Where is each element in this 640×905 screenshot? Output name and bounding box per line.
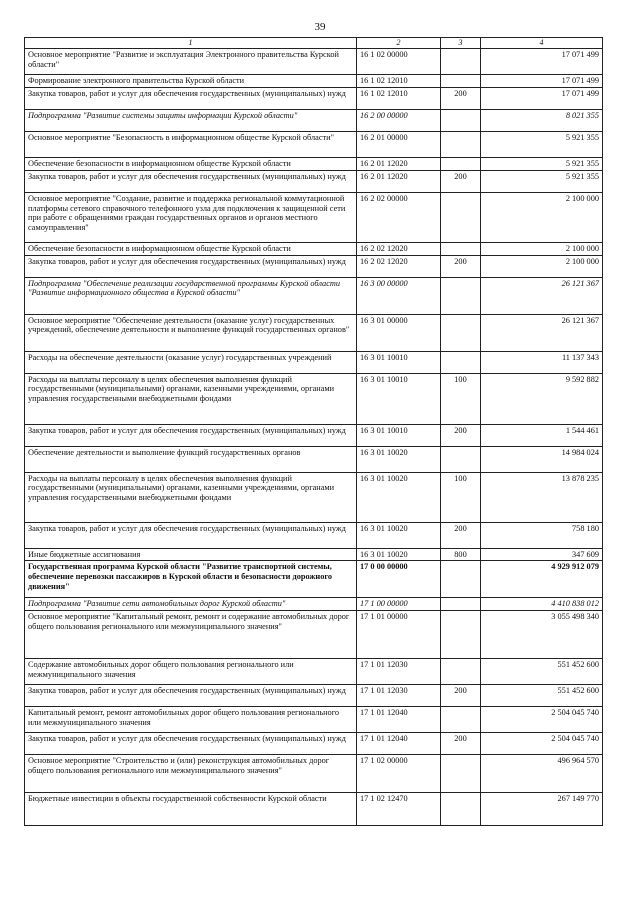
row-expense-type-cell (441, 109, 481, 131)
row-amount-cell: 1 544 461 (481, 424, 603, 446)
row-amount-cell: 551 452 600 (481, 659, 603, 685)
row-amount-cell: 3 055 498 340 (481, 611, 603, 659)
row-name-cell: Содержание автомобильных дорог общего пользования регионального или межмуниципального значения (25, 659, 357, 685)
row-amount-cell: 5 921 355 (481, 157, 603, 170)
row-expense-type-cell (441, 314, 481, 351)
row-expense-type-cell: 200 (441, 87, 481, 109)
table-row (25, 87, 603, 109)
row-expense-type-cell (441, 351, 481, 373)
row-name-cell: Закупка товаров, работ и услуг для обеспечения государственных (муниципальных) нужд (25, 733, 357, 755)
row-expense-type-cell: 800 (441, 548, 481, 561)
row-amount-cell: 2 504 045 740 (481, 707, 603, 733)
table-row (25, 255, 603, 277)
row-amount-cell: 2 100 000 (481, 255, 603, 277)
row-code-cell: 17 1 01 12030 (357, 685, 441, 707)
row-name-cell: Расходы на обеспечение деятельности (оказание услуг) государственных учреждений (25, 351, 357, 373)
budget-table (24, 37, 603, 826)
table-row (25, 611, 603, 659)
row-amount-cell: 4 410 838 012 (481, 598, 603, 611)
row-name-cell: Основное мероприятие "Создание, развитие и поддержка региональной коммутационной платформы сетевого справочного телефонного узла для подключения к защищенной сети при работе с обращениями граждан государственных органов и органов местного самоуправления" (25, 192, 357, 242)
table-row (25, 561, 603, 598)
row-expense-type-cell: 100 (441, 373, 481, 424)
row-amount-cell: 26 121 367 (481, 314, 603, 351)
row-expense-type-cell (441, 755, 481, 793)
table-row (25, 157, 603, 170)
table-row (25, 522, 603, 548)
table-row (25, 131, 603, 157)
row-code-cell: 17 1 01 12040 (357, 733, 441, 755)
table-row (25, 242, 603, 255)
row-amount-cell: 347 609 (481, 548, 603, 561)
row-amount-cell: 2 100 000 (481, 192, 603, 242)
column-number: 1 (25, 38, 357, 49)
row-code-cell: 16 3 01 10020 (357, 446, 441, 472)
row-name-cell: Обеспечение безопасности в информационном обществе Курской области (25, 242, 357, 255)
table-row (25, 74, 603, 87)
row-expense-type-cell (441, 598, 481, 611)
row-expense-type-cell: 200 (441, 170, 481, 192)
row-code-cell: 16 3 01 00000 (357, 314, 441, 351)
row-expense-type-cell (441, 561, 481, 598)
row-amount-cell: 551 452 600 (481, 685, 603, 707)
row-name-cell: Основное мероприятие "Обеспечение деятельности (оказание услуг) государственных учреждений, обеспечение деятельности и выполнение функций государственных органов" (25, 314, 357, 351)
row-expense-type-cell (441, 611, 481, 659)
row-code-cell: 16 2 01 12020 (357, 157, 441, 170)
row-expense-type-cell (441, 277, 481, 314)
row-expense-type-cell (441, 192, 481, 242)
table-row (25, 733, 603, 755)
row-code-cell: 16 3 01 10010 (357, 373, 441, 424)
table-row (25, 598, 603, 611)
table-row (25, 192, 603, 242)
row-amount-cell: 496 964 570 (481, 755, 603, 793)
column-number-row (25, 38, 603, 49)
table-row (25, 351, 603, 373)
row-name-cell: Обеспечение безопасности в информационном обществе Курской области (25, 157, 357, 170)
row-amount-cell: 17 071 499 (481, 87, 603, 109)
page-number: 39 (314, 21, 326, 33)
row-code-cell: 16 2 01 12020 (357, 170, 441, 192)
row-expense-type-cell (441, 48, 481, 74)
row-code-cell: 17 1 01 12040 (357, 707, 441, 733)
row-expense-type-cell (441, 659, 481, 685)
row-code-cell: 17 1 01 00000 (357, 611, 441, 659)
row-expense-type-cell: 200 (441, 685, 481, 707)
row-amount-cell: 758 180 (481, 522, 603, 548)
table-row (25, 659, 603, 685)
column-number: 3 (441, 38, 481, 49)
table-row (25, 424, 603, 446)
row-code-cell: 16 3 01 10020 (357, 548, 441, 561)
table-row (25, 446, 603, 472)
row-name-cell: Расходы на выплаты персоналу в целях обеспечения выполнения функций государственными (муниципальными) органами, казенными учреждениями, органами управления государственными внебюджетными фондами (25, 373, 357, 424)
row-code-cell: 17 1 01 12030 (357, 659, 441, 685)
row-name-cell: Подпрограмма "Обеспечение реализации государственной программы Курской области "Развитие информационного общества в Курской области" (25, 277, 357, 314)
row-name-cell: Закупка товаров, работ и услуг для обеспечения государственных (муниципальных) нужд (25, 522, 357, 548)
row-code-cell: 16 1 02 12010 (357, 74, 441, 87)
column-number: 2 (357, 38, 441, 49)
row-name-cell: Расходы на выплаты персоналу в целях обеспечения выполнения функций государственными (муниципальными) органами, казенными учреждениями, органами управления государственными внебюджетными фондами (25, 472, 357, 522)
row-name-cell: Капитальный ремонт, ремонт автомобильных дорог общего пользования регионального или межмуниципального значения (25, 707, 357, 733)
row-code-cell: 16 3 01 10010 (357, 351, 441, 373)
row-expense-type-cell: 200 (441, 522, 481, 548)
table-row (25, 109, 603, 131)
row-code-cell: 17 1 00 00000 (357, 598, 441, 611)
row-expense-type-cell: 200 (441, 255, 481, 277)
row-code-cell: 16 3 01 10020 (357, 522, 441, 548)
row-name-cell: Государственная программа Курской области "Развитие транспортной системы, обеспечение перевозки пассажиров в Курской области и безопасности дорожного движения" (25, 561, 357, 598)
row-name-cell: Основное мероприятие "Строительство и (или) реконструкция автомобильных дорог общего пользования регионального или межмуниципального значения" (25, 755, 357, 793)
row-name-cell: Закупка товаров, работ и услуг для обеспечения государственных (муниципальных) нужд (25, 685, 357, 707)
row-name-cell: Основное мероприятие "Капитальный ремонт, ремонт и содержание автомобильных дорог общего пользования регионального или межмуниципального значения" (25, 611, 357, 659)
row-expense-type-cell: 100 (441, 472, 481, 522)
table-row (25, 48, 603, 74)
row-name-cell: Закупка товаров, работ и услуг для обеспечения государственных (муниципальных) нужд (25, 424, 357, 446)
row-expense-type-cell: 200 (441, 733, 481, 755)
row-name-cell: Иные бюджетные ассигнования (25, 548, 357, 561)
row-amount-cell: 14 984 024 (481, 446, 603, 472)
row-amount-cell: 17 071 499 (481, 74, 603, 87)
row-code-cell: 16 2 02 00000 (357, 192, 441, 242)
table-row (25, 685, 603, 707)
row-code-cell: 16 2 02 12020 (357, 255, 441, 277)
row-name-cell: Основное мероприятие "Безопасность в информационном обществе Курской области" (25, 131, 357, 157)
row-name-cell: Основное мероприятие "Развитие и эксплуатация Электронного правительства Курской области" (25, 48, 357, 74)
row-expense-type-cell (441, 793, 481, 826)
row-amount-cell: 8 021 355 (481, 109, 603, 131)
row-name-cell: Подпрограмма "Развитие системы защиты информации Курской области" (25, 109, 357, 131)
row-code-cell: 16 2 01 00000 (357, 131, 441, 157)
row-expense-type-cell (441, 131, 481, 157)
table-row (25, 373, 603, 424)
row-name-cell: Обеспечение деятельности и выполнение функций государственных органов (25, 446, 357, 472)
row-code-cell: 16 1 02 12010 (357, 87, 441, 109)
table-row (25, 548, 603, 561)
row-amount-cell: 11 137 343 (481, 351, 603, 373)
row-amount-cell: 13 878 235 (481, 472, 603, 522)
row-amount-cell: 5 921 355 (481, 170, 603, 192)
table-row (25, 170, 603, 192)
table-row (25, 277, 603, 314)
column-number: 4 (481, 38, 603, 49)
row-expense-type-cell (441, 74, 481, 87)
row-code-cell: 17 1 02 00000 (357, 755, 441, 793)
row-code-cell: 16 3 01 10020 (357, 472, 441, 522)
table-row (25, 755, 603, 793)
row-amount-cell: 17 071 499 (481, 48, 603, 74)
table-row (25, 314, 603, 351)
row-code-cell: 16 3 00 00000 (357, 277, 441, 314)
row-amount-cell: 9 592 882 (481, 373, 603, 424)
row-code-cell: 17 1 02 12470 (357, 793, 441, 826)
row-name-cell: Закупка товаров, работ и услуг для обеспечения государственных (муниципальных) нужд (25, 170, 357, 192)
row-amount-cell: 267 149 770 (481, 793, 603, 826)
row-name-cell: Подпрограмма "Развитие сети автомобильных дорог Курской области" (25, 598, 357, 611)
row-name-cell: Закупка товаров, работ и услуг для обеспечения государственных (муниципальных) нужд (25, 255, 357, 277)
row-expense-type-cell (441, 446, 481, 472)
table-row (25, 793, 603, 826)
row-code-cell: 16 1 02 00000 (357, 48, 441, 74)
row-code-cell: 17 0 00 00000 (357, 561, 441, 598)
row-code-cell: 16 3 01 10010 (357, 424, 441, 446)
row-amount-cell: 26 121 367 (481, 277, 603, 314)
row-name-cell: Бюджетные инвестиции в объекты государственной собственности Курской области (25, 793, 357, 826)
row-code-cell: 16 2 00 00000 (357, 109, 441, 131)
row-name-cell: Формирование электронного правительства Курской области (25, 74, 357, 87)
row-expense-type-cell (441, 242, 481, 255)
row-expense-type-cell (441, 157, 481, 170)
row-amount-cell: 5 921 355 (481, 131, 603, 157)
table-row (25, 707, 603, 733)
table-row (25, 472, 603, 522)
row-amount-cell: 2 100 000 (481, 242, 603, 255)
row-name-cell: Закупка товаров, работ и услуг для обеспечения государственных (муниципальных) нужд (25, 87, 357, 109)
row-expense-type-cell (441, 707, 481, 733)
row-amount-cell: 4 929 912 079 (481, 561, 603, 598)
row-expense-type-cell: 200 (441, 424, 481, 446)
row-amount-cell: 2 504 045 740 (481, 733, 603, 755)
row-code-cell: 16 2 02 12020 (357, 242, 441, 255)
